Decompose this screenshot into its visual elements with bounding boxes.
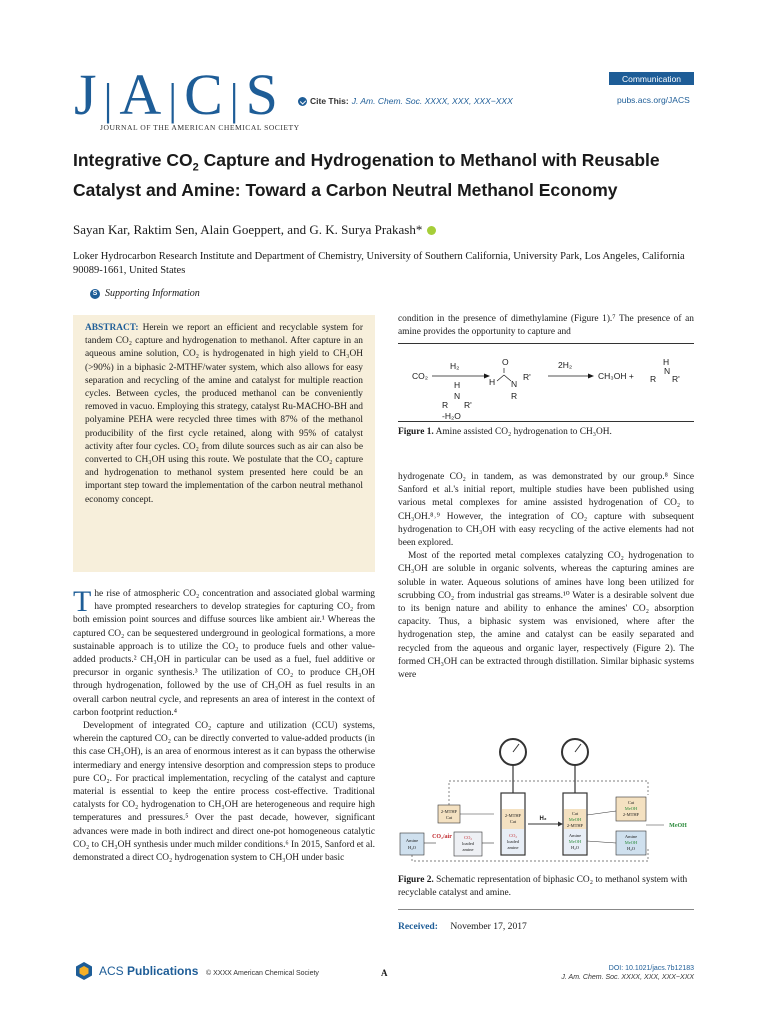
title-part-1: Integrative CO — [73, 150, 193, 170]
scheme-amine-r: R — [442, 400, 449, 410]
reactor-1-top-line-2: Cat — [509, 819, 517, 824]
scheme-minus-h2o: -H₂O — [442, 411, 461, 421]
logo-letter-a: A — [119, 62, 163, 127]
paragraph-continuation: condition in the presence of dimethylamine (Figure 1).⁷ The presence of an amine provides the opportunity to capture and — [398, 314, 694, 338]
label-h2: H₂ — [539, 816, 547, 822]
scheme-2h2: 2H₂ — [558, 360, 573, 370]
supporting-info-label: Supporting Information — [105, 288, 200, 299]
scheme-amine-n: N — [454, 391, 461, 401]
orcid-icon[interactable] — [427, 226, 436, 235]
box-amine-out-line-3: H₂O — [626, 846, 636, 851]
authors-text[interactable]: Sayan Kar, Raktim Sen, Alain Goeppert, and G. K. Surya Prakash* — [73, 222, 423, 237]
cite-icon — [298, 97, 307, 106]
scheme-co2: CO₂ — [412, 371, 429, 381]
scheme-bond-1 — [497, 375, 504, 381]
figure-2-schematic — [398, 735, 694, 865]
label-co2-air: CO₂/air — [432, 834, 452, 840]
title-part-2: Capture and Hydrogenation to Methanol with Reusable Catalyst and Amine: Toward a Carbon Neutral Methanol Economy — [73, 150, 660, 200]
intro-paragraph-text: he rise of atmospheric CO₂ concentration and associated global warming have prompted researchers to develop strategies for capturing CO₂ from both emission point sources and diffuse sources like ambient air.¹ Whereas the captured CO₂ can be sequestered underground in geological formations, a more sustainable approach is to utilize the CO₂ to produce fuels and other value-added products.² CH₃OH in particular can be used as a fuel, fuel additive or precursor in organic synthesis.³ The utilization of CO₂ to produce CH₃OH through hydrogenation, followed by the use of CH₃OH as fuel results in an overall carbon neutral cycle, and represents an area of interest in the context of carbon footprint reduction.⁴ — [73, 589, 375, 718]
cite-this[interactable] — [298, 96, 513, 106]
scheme-amine-rp: R' — [464, 400, 472, 410]
box-2mthf-cat-line-1: 2-MTHF — [440, 809, 458, 814]
arrow-to-amine-out — [587, 841, 616, 843]
page-footer — [0, 958, 768, 988]
scheme-formamide-o: O — [502, 357, 509, 367]
box-co2-loaded-line-3: amine — [462, 847, 474, 852]
reactor-1-top-line-1: 2-MTHF — [504, 813, 522, 818]
logo-letter-j: J — [74, 62, 98, 127]
paragraph-ccu: Development of integrated CO₂ capture and utilization (CCU) systems, wherein the captured CO₂ can be directly converted to value-added products (in this case CH₃OH), is an area of enormous interest as it can bypass the otherwise intermediary and energy intensive desorption and compression steps to produce pure CO₂. For practical implementation, recycling of the catalyst and capture material is essential to keep the entire process cost-effective. Traditional catalysts for CO₂ hydrogenation to CH₃OH are heterogeneous and require high temperatures and pressures.⁵ Over the past decade, however, significant advances were made in both indirect and direct one-pot homogeneous catalytic CO₂ to CH₃OH synthesis under much milder conditions.⁶ In 2015, Sanford et al. demonstrated a direct CO₂ hydrogenation system to CH₃OH under basic — [73, 721, 375, 864]
cite-label: Cite This: — [310, 96, 349, 106]
box-cat-out-line-2: MeOH — [624, 806, 638, 811]
scheme-formamide-n: N — [511, 379, 518, 389]
cite-text[interactable]: J. Am. Chem. Soc. XXXX, XXX, XXX−XXX — [351, 96, 513, 106]
left-column-body — [73, 585, 375, 865]
scheme-bond-2 — [504, 375, 511, 381]
scheme-product-rp: R' — [672, 374, 680, 384]
intro-paragraph — [73, 585, 375, 720]
box-2mthf-cat-line-2: Cat — [445, 815, 453, 820]
arrow-h2-head — [558, 822, 563, 827]
reactor-1-bottom-line-3: amine — [507, 845, 519, 850]
figure-1-scheme — [398, 347, 694, 423]
logo-subtitle: JOURNAL OF THE AMERICAN CHEMICAL SOCIETY — [100, 123, 300, 132]
affiliation: Loker Hydrocarbon Research Institute and Department of Chemistry, University of Southern California, University Park, Los Angeles, California 90089-1661, United States — [73, 251, 685, 276]
reactor-2-top-line-1: Cat — [571, 811, 579, 816]
scheme-arrowhead-2 — [588, 374, 594, 379]
logo-letters — [74, 62, 304, 129]
figure-1-top-rule — [398, 343, 694, 344]
title-subscript: 2 — [192, 161, 199, 174]
scheme-formamide-r: R — [511, 391, 518, 401]
reactor-2-bottom-line-3: H₂O — [570, 845, 580, 850]
abstract-box — [73, 315, 375, 572]
reactor-2-top-line-2: MeOH — [568, 817, 582, 822]
scheme-product-r: R — [650, 374, 657, 384]
article-title — [73, 149, 703, 201]
right-column-top — [398, 313, 694, 339]
box-amine-h2o-line-2: H₂O — [407, 845, 417, 850]
doi-link[interactable]: DOI: 10.1021/jacs.7b12183 — [608, 965, 694, 972]
logo-separator: | — [168, 75, 179, 124]
received-date-value: November 17, 2017 — [450, 921, 527, 932]
box-2mthf-cat — [438, 805, 460, 823]
abstract-label: ABSTRACT: — [85, 323, 139, 333]
logo-separator: | — [103, 75, 114, 124]
received-date — [398, 921, 527, 932]
figure-2-caption — [398, 874, 694, 899]
arrow-to-cat-out — [587, 811, 616, 815]
drop-cap: T — [73, 585, 92, 618]
box-amine-out-line-2: MeOH — [624, 840, 638, 845]
paragraph-biphasic: Most of the reported metal complexes catalyzing CO₂ hydrogenation to CH₃OH are soluble in organic solvents, whereas the capturing amines are soluble in water. Aqueous solutions of amines have long been utilized for scrubbing CO₂ from industrial gas streams.¹⁰ Water is a desirable solvent due to its benign nature and ability to enhance the amines' CO₂ absorption capacity. Thus, a biphasic system was envisioned, where after the hydrogenation step, the amine and catalyst can be easily separated and recycled from the aqueous and organic layer, respectively (Figure 2). The formed CH₃OH can be extracted through distillation. Similar biphasic systems were — [398, 551, 694, 681]
page-number: A — [381, 968, 388, 978]
paragraph-tandem: hydrogenate CO₂ in tandem, as was demonstrated by our group.⁸ Since Sanford et al.'s initial report, multiple studies have been published using various metal complexes for amine assisted hydrogenation of CO₂ to CH₃OH.⁸˒⁹ However, the integration of CO₂ capture with subsequent hydrogenation to CH₃OH with easy recycling of the active elements had not been explored. — [398, 472, 694, 549]
acs-publications-text: ACS Publications — [99, 964, 199, 978]
box-amine-out-line-1: Amine — [624, 834, 638, 839]
scheme-ch3oh-plus: CH₃OH + — [598, 371, 634, 381]
reactor-2-bottom-line-1: Amine — [568, 833, 582, 838]
acs-hexagon-icon — [74, 961, 94, 981]
figure-1 — [398, 343, 694, 443]
right-column-middle — [398, 471, 694, 682]
journal-reference: J. Am. Chem. Soc. XXXX, XXX, XXX−XXX — [561, 974, 694, 981]
author-list — [73, 222, 436, 238]
journal-logo — [74, 62, 304, 136]
label-meoh-output: MeOH — [669, 823, 687, 829]
doi-block — [561, 964, 694, 982]
box-cat-out-line-3: 2-MTHF — [622, 812, 640, 817]
figure-1-caption-text: Amine assisted CO₂ hydrogenation to CH₃OH. — [435, 427, 612, 437]
figure-2-label: Figure 2. — [398, 875, 434, 885]
scheme-formamide-h: H — [489, 377, 496, 387]
scheme-h2: H₂ — [450, 361, 460, 371]
figure-2 — [398, 735, 694, 898]
reactor-2-top-line-3: 2-MTHF — [566, 823, 584, 828]
reactor-2-bottom-line-2: MeOH — [568, 839, 582, 844]
figure-1-caption — [398, 426, 694, 439]
article-type-badge: Communication — [609, 72, 694, 85]
figure-1-label: Figure 1. — [398, 427, 434, 437]
scheme-product-n: N — [664, 366, 671, 376]
logo-separator: | — [229, 75, 240, 124]
box-amine-h2o — [400, 833, 424, 855]
logo-letter-c: C — [184, 62, 224, 127]
box-co2-loaded-line-2: loaded — [462, 841, 474, 846]
figure-1-bottom-rule — [398, 421, 694, 422]
supporting-information-link[interactable] — [90, 288, 200, 299]
reactor-1-bottom-line-1: CO₂ — [509, 833, 517, 838]
box-co2-loaded-line-1: CO₂ — [464, 835, 472, 840]
copyright: © XXXX American Chemical Society — [206, 970, 319, 977]
figure-2-caption-text: Schematic representation of biphasic CO₂ to methanol system with recyclable catalyst and amine. — [398, 875, 688, 898]
acs-publications-logo[interactable] — [74, 961, 198, 981]
scheme-formamide-rp: R' — [523, 372, 531, 382]
scheme-product-h: H — [663, 357, 670, 367]
abstract-text: Herein we report an efficient and recyclable system for tandem CO₂ capture and hydrogenation to methanol. After capture in an aqueous amine solution, CO₂ is hydrogenated in high yield to CH₃OH (>90%) in a biphasic 2-MTHF/water system, which also allows for easy separation and recycling of the amine and catalyst for multiple reaction cycles. Between cycles, the produced methanol can be conveniently removed in vacuo. Employing this strategy, catalyst Ru-MACHO-BH and polyamine PEHA were recycled three times with 87% of the methanol producibility of the first cycle retained, along with 95% of catalyst activity after four cycles. CO₂ from dilute sources such as air can also be converted to CH₃OH using this route. We postulate that the CO₂ capture and hydrogenation to methanol system presented here could be an important step toward the implementation of the carbon neutral methanol economy concept. — [85, 323, 363, 505]
logo-letter-s: S — [245, 62, 279, 127]
box-amine-h2o-line-1: Amine — [405, 838, 419, 843]
journal-url-link[interactable]: pubs.acs.org/JACS — [617, 95, 690, 105]
scheme-amine-h: H — [454, 380, 461, 390]
reactor-1-bottom-line-2: loaded — [507, 839, 519, 844]
received-label: Received: — [398, 921, 438, 932]
received-divider — [398, 909, 694, 910]
box-cat-out-line-1: Cat — [627, 800, 635, 805]
supporting-info-icon: S — [90, 289, 100, 299]
